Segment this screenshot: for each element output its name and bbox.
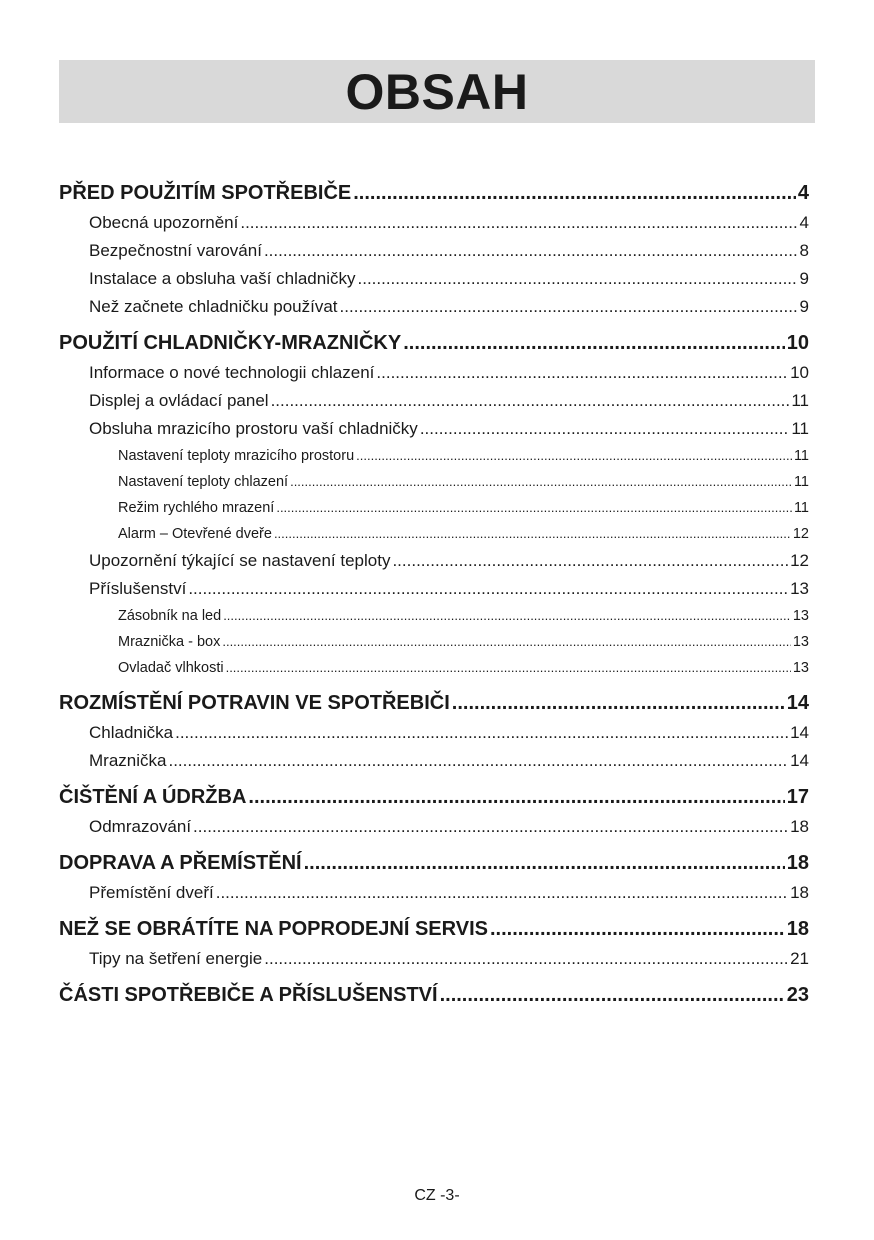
toc-page-number: 13: [792, 634, 809, 650]
toc-subsection-row[interactable]: [59, 359, 809, 387]
toc-page-number: 11: [793, 474, 809, 490]
toc-subsection-row[interactable]: [59, 387, 809, 415]
toc-subsubsection-row[interactable]: [59, 469, 809, 495]
toc-entry-label: Tipy na šetření energie: [89, 949, 263, 968]
dot-leader: [452, 687, 785, 719]
toc-page-number: 14: [786, 692, 809, 714]
toc-entry-label: Obsluha mrazicího prostoru vaší chladničky: [89, 419, 418, 438]
toc-page-number: 18: [790, 817, 809, 836]
toc-entry-label: Přemístění dveří: [89, 883, 214, 902]
dot-leader: [264, 945, 788, 973]
toc-subsection-row[interactable]: [59, 209, 809, 237]
toc-page-number: 14: [790, 751, 809, 770]
toc-page-number: 11: [793, 448, 809, 464]
dot-leader: [392, 547, 788, 575]
toc-subsection-row[interactable]: [59, 747, 809, 775]
toc-page-number: 12: [792, 526, 809, 542]
toc-subsection-row[interactable]: [59, 719, 809, 747]
toc-entry-label: Mraznička - box: [118, 634, 221, 650]
toc-page-number: 10: [790, 363, 809, 382]
toc-entry-label: Obecná upozornění: [89, 213, 239, 232]
toc-entry-label: Než začnete chladničku používat: [89, 297, 338, 316]
toc-page-number: 11: [791, 391, 809, 410]
toc-subsection-row[interactable]: [59, 813, 809, 841]
dot-leader: [440, 979, 785, 1011]
toc-section-row[interactable]: [59, 781, 809, 813]
dot-leader: [188, 575, 788, 603]
toc-entry-label: Upozornění týkající se nastavení teploty: [89, 551, 391, 570]
dot-leader: [358, 265, 798, 293]
dot-leader: [193, 813, 788, 841]
toc-subsection-row[interactable]: [59, 547, 809, 575]
dot-leader: [175, 719, 788, 747]
toc-section-row[interactable]: [59, 979, 809, 1011]
toc-entry-label: Příslušenství: [89, 579, 187, 598]
toc-entry-label: PŘED POUŽITÍM SPOTŘEBIČE: [59, 182, 352, 204]
toc-page-number: 17: [786, 786, 809, 808]
toc-entry-label: Zásobník na led: [118, 608, 222, 624]
toc-page-number: 18: [786, 852, 809, 874]
dot-leader: [353, 177, 796, 209]
dot-leader: [274, 521, 791, 547]
dot-leader: [356, 443, 792, 469]
toc-entry-label: Displej a ovládací panel: [89, 391, 269, 410]
toc-page-number: 13: [792, 660, 809, 676]
toc-subsubsection-row[interactable]: [59, 629, 809, 655]
toc-entry-label: NEŽ SE OBRÁTÍTE NA POPRODEJNÍ SERVIS: [59, 918, 488, 940]
dot-leader: [216, 879, 788, 907]
toc-page-number: 13: [792, 608, 809, 624]
toc-page-number: 4: [799, 213, 809, 232]
toc-page-number: 10: [786, 332, 809, 354]
toc-entry-label: Nastavení teploty mrazicího prostoru: [118, 448, 355, 464]
toc-subsection-row[interactable]: [59, 575, 809, 603]
table-of-contents: [59, 177, 809, 1011]
toc-entry-label: Nastavení teploty chlazení: [118, 474, 289, 490]
toc-entry-label: Režim rychlého mrazení: [118, 500, 275, 516]
dot-leader: [240, 209, 797, 237]
toc-entry-label: ČÁSTI SPOTŘEBIČE A PŘÍSLUŠENSTVÍ: [59, 984, 438, 1006]
page-footer: CZ -3-: [414, 1187, 460, 1204]
dot-leader: [223, 603, 791, 629]
toc-page-number: 18: [790, 883, 809, 902]
toc-entry-label: Bezpečnostní varování: [89, 241, 262, 260]
toc-section-row[interactable]: [59, 177, 809, 209]
dot-leader: [490, 913, 785, 945]
toc-page-number: 11: [791, 419, 809, 438]
toc-page-number: 18: [786, 918, 809, 940]
toc-entry-label: Odmrazování: [89, 817, 192, 836]
dot-leader: [248, 781, 784, 813]
toc-entry-label: POUŽITÍ CHLADNIČKY-MRAZNIČKY: [59, 332, 402, 354]
dot-leader: [420, 415, 790, 443]
toc-subsubsection-row[interactable]: [59, 521, 809, 547]
toc-page-number: 9: [799, 269, 809, 288]
dot-leader: [304, 847, 785, 879]
toc-section-row[interactable]: [59, 327, 809, 359]
dot-leader: [376, 359, 788, 387]
toc-subsubsection-row[interactable]: [59, 495, 809, 521]
toc-subsection-row[interactable]: [59, 415, 809, 443]
toc-subsubsection-row[interactable]: [59, 603, 809, 629]
toc-section-row[interactable]: [59, 913, 809, 945]
toc-page-number: 21: [790, 949, 809, 968]
toc-entry-label: ČIŠTĚNÍ A ÚDRŽBA: [59, 786, 247, 808]
toc-subsection-row[interactable]: [59, 265, 809, 293]
dot-leader: [403, 327, 785, 359]
toc-entry-label: Ovladač vlhkosti: [118, 660, 224, 676]
dot-leader: [264, 237, 798, 265]
toc-page-number: 4: [797, 182, 809, 204]
toc-page-number: 11: [793, 500, 809, 516]
toc-entry-label: Alarm – Otevřené dveře: [118, 526, 272, 542]
title-banner: [59, 60, 815, 123]
toc-entry-label: DOPRAVA A PŘEMÍSTĚNÍ: [59, 852, 302, 874]
page-title: OBSAH: [345, 63, 529, 120]
toc-subsection-row[interactable]: [59, 237, 809, 265]
toc-subsection-row[interactable]: [59, 945, 809, 973]
toc-subsection-row[interactable]: [59, 879, 809, 907]
toc-subsubsection-row[interactable]: [59, 655, 809, 681]
dot-leader: [226, 655, 791, 681]
toc-page-number: 9: [799, 297, 809, 316]
toc-entry-label: Informace o nové technologii chlazení: [89, 363, 375, 382]
toc-entry-label: Mraznička: [89, 751, 167, 770]
dot-leader: [290, 469, 792, 495]
dot-leader: [222, 629, 791, 655]
dot-leader: [276, 495, 792, 521]
toc-entry-label: Chladnička: [89, 723, 174, 742]
toc-subsection-row[interactable]: [59, 293, 809, 321]
toc-page-number: 23: [786, 984, 809, 1006]
toc-page-number: 14: [790, 723, 809, 742]
dot-leader: [340, 293, 798, 321]
toc-entry-label: ROZMÍSTĚNÍ POTRAVIN VE SPOTŘEBIČI: [59, 692, 450, 714]
toc-section-row[interactable]: [59, 687, 809, 719]
toc-page-number: 12: [790, 551, 809, 570]
toc-section-row[interactable]: [59, 847, 809, 879]
dot-leader: [271, 387, 790, 415]
dot-leader: [168, 747, 788, 775]
toc-page-number: 13: [790, 579, 809, 598]
toc-subsubsection-row[interactable]: [59, 443, 809, 469]
toc-entry-label: Instalace a obsluha vaší chladničky: [89, 269, 356, 288]
toc-page-number: 8: [799, 241, 809, 260]
